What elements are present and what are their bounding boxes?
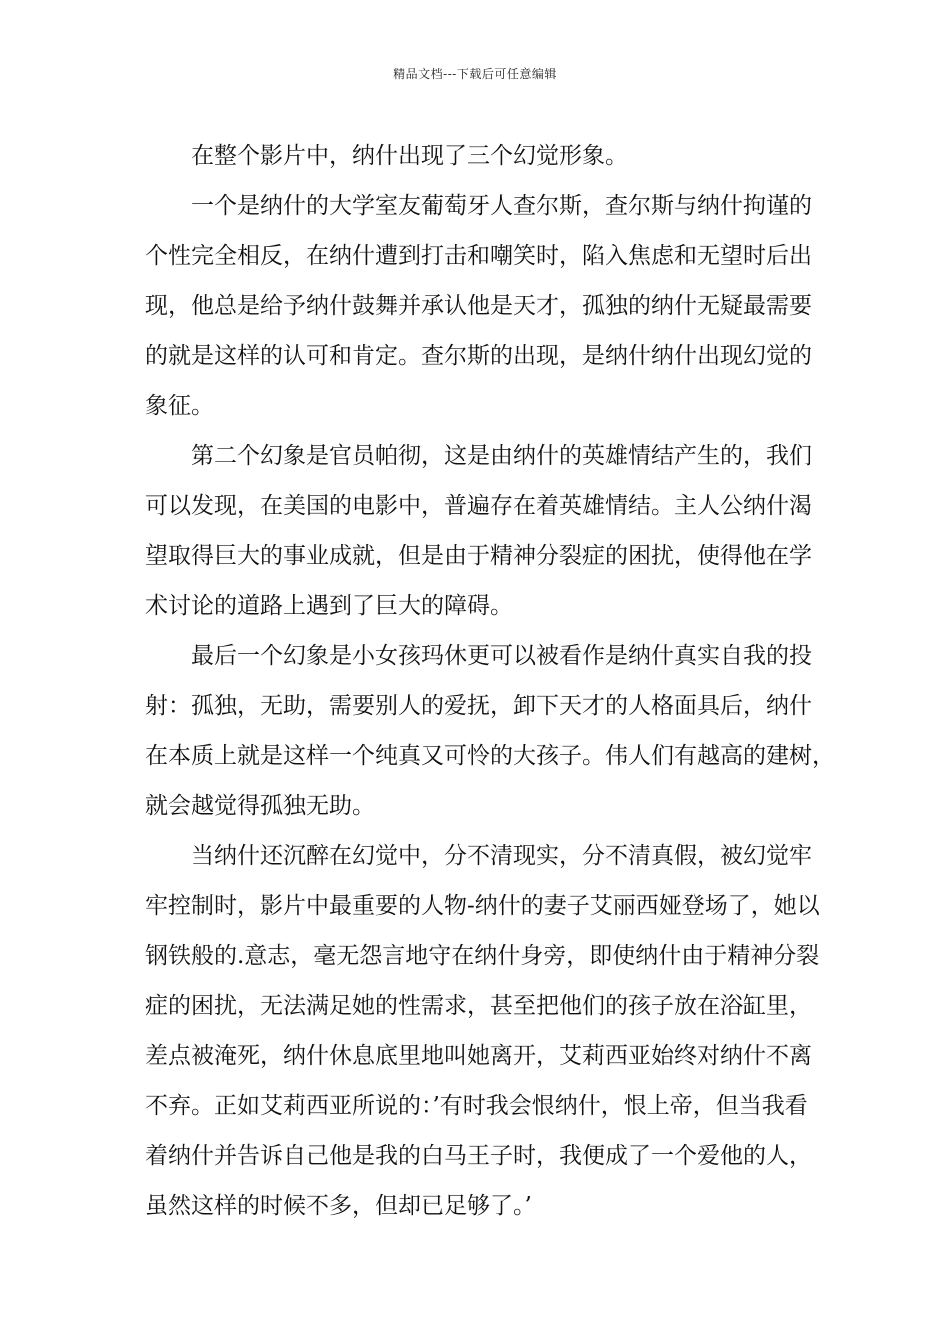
text-line: 在本质上就是这样一个纯真又可怜的大孩子。伟人们有越高的建树， [145, 743, 835, 769]
text-line: 的就是这样的认可和肯定。查尔斯的出现，是纳什纳什出现幻觉的 [145, 343, 812, 369]
page-header: 精品文档---下载后可任意编辑 [393, 67, 557, 81]
paragraph-4 [145, 631, 835, 831]
text-line: 可以发现，在美国的电影中，普遍存在着英雄情结。主人公纳什渴 [145, 493, 812, 519]
text-line: 牢控制时，影片中最重要的人物-纳什的妻子艾丽西娅登场了，她以 [145, 893, 820, 919]
text-line: 钢铁般的.意志，毫无怨言地守在纳什身旁，即使纳什由于精神分裂 [145, 943, 820, 969]
text-line: 症的困扰，无法满足她的性需求，甚至把他们的孩子放在浴缸里， [145, 993, 812, 1019]
text-line: 象征。 [145, 393, 214, 419]
text-line: 在整个影片中，纳什出现了三个幻觉形象。 [191, 143, 628, 169]
text-line: 第二个幻象是官员帕彻，这是由纳什的英雄情结产生的，我们 [191, 443, 812, 469]
paragraph-5 [145, 831, 835, 1231]
text-line: 不弃。正如艾莉西亚所说的：’有时我会恨纳什，恨上帝，但当我看 [145, 1093, 808, 1119]
text-line: 术讨论的道路上遇到了巨大的障碍。 [145, 593, 513, 619]
text-line: 当纳什还沉醉在幻觉中，分不清现实，分不清真假，被幻觉牢 [191, 843, 812, 869]
text-line: 一个是纳什的大学室友葡萄牙人查尔斯，查尔斯与纳什拘谨的 [191, 193, 812, 219]
text-line: 差点被淹死，纳什休息底里地叫她离开，艾莉西亚始终对纳什不离 [145, 1043, 812, 1069]
paragraph-3 [145, 431, 835, 631]
text-line: 就会越觉得孤独无助。 [145, 793, 375, 819]
text-line: 虽然这样的时候不多，但却已足够了。’ [145, 1193, 532, 1219]
text-line: 现，他总是给予纳什鼓舞并承认他是天才，孤独的纳什无疑最需要 [145, 293, 812, 319]
paragraph-2 [145, 181, 835, 431]
text-line: 着纳什并告诉自己他是我的白马王子时，我便成了一个爱他的人， [145, 1143, 812, 1169]
text-line: 射：孤独，无助，需要别人的爱抚，卸下天才的人格面具后，纳什 [145, 693, 812, 719]
document-body [145, 131, 835, 1231]
text-line: 最后一个幻象是小女孩玛休更可以被看作是纳什真实自我的投 [191, 643, 812, 669]
text-line: 个性完全相反，在纳什遭到打击和嘲笑时，陷入焦虑和无望时后出 [145, 243, 812, 269]
text-line: 望取得巨大的事业成就，但是由于精神分裂症的困扰，使得他在学 [145, 543, 812, 569]
paragraph-1 [145, 131, 835, 181]
